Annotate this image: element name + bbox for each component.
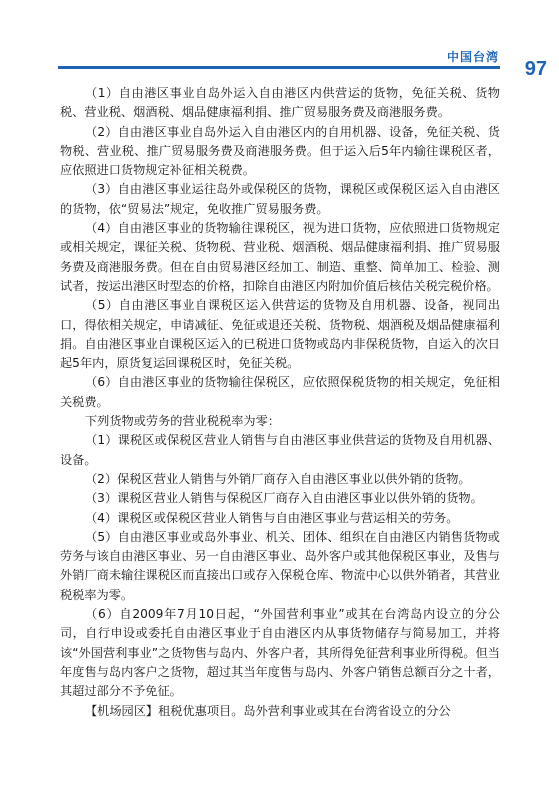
paragraph: 【机场园区】租税优惠项目。岛外营利事业或其在台湾省设立的分公 — [85, 703, 451, 718]
header-rule — [58, 66, 500, 69]
paragraph: （4）课税区或保税区营业人销售与自由港区事业与营运相关的劳务。 — [85, 510, 459, 525]
paragraph: （5）自由港区事业或岛外事业、机关、团体、组织在自由港区内销售货物或劳务与该自由港区事业、另一自由港区事业、岛外客户或其他保税区事业，及售与外销厂商未输往课税区而直接出口或存入保税仓库、物流中心以供外销者，其营业税税率为零。 — [60, 529, 500, 602]
paragraph: （4）自由港区事业的货物输往课税区，视为进口货物，应依照进口货物规定或相关规定，课征关税、货物税、营业税、烟酒税、烟品健康福利捐、推广贸易服务费及商港服务费。但在自由贸易港区经加工、制造、重整、简单加工、检验、测试者，按运出港区时型态的价格，扣除自由港区内附加价值后核估关税完税价格。 — [60, 221, 500, 293]
paragraph: （3）自由港区事业运往岛外或保税区的货物，课税区或保税区运入自由港区的货物，依“贸易法”规定，免收推广贸易服务费。 — [60, 182, 500, 216]
paragraph: （5）自由港区事业自课税区运入供营运的货物及自用机器、设备，视同出口，得依相关规定，申请减征、免征或退还关税、货物税、烟酒税及烟品健康福利捐。自由港区事业自课税区运入的已税进口货物或岛内非保税货物，自运入的次日起5年内，原货复运回课税区时，免征关税。 — [60, 298, 500, 371]
paragraph: （6）自2009年7月10日起，“外国营利事业”或其在台湾岛内设立的分公司，自行申设或委托自由港区事业于自由港区内从事货物储存与简易加工，并将该“外国营利事业”之货物售与岛内、外客户者，其所得免征营利事业所得税。但当年度售与岛内客户之货物，超过其当年度售与岛内、外客户销售总额百分之十者，其超过部分不予免征。 — [60, 607, 500, 699]
paragraph: （2）保税区营业人销售与外销厂商存入自由港区事业以供外销的货物。 — [85, 471, 471, 486]
paragraph: 下列货物或劳务的营业税税率为零： — [85, 414, 280, 429]
paragraph: （2）自由港区事业自岛外运入自由港区内的自用机器、设备，免征关税、货物税、营业税、推广贸易服务费及商港服务费。但于运入后5年内输往课税区者，应依照进口货物规定补征相关税费。 — [60, 124, 500, 178]
paragraph: （3）课税区营业人销售与保税区厂商存入自由港区事业以供外销的货物。 — [85, 491, 483, 506]
section-label: 中国台湾 — [446, 50, 499, 64]
paragraph: （1）自由港区事业自岛外运入自由港区内供营运的货物，免征关税、货物税、营业税、烟酒税、烟品健康福利捐、推广贸易服务费及商港服务费。 — [60, 86, 500, 120]
paragraph: （6）自由港区事业的货物输往保税区，应依照保税货物的相关规定，免征相关税费。 — [60, 375, 500, 409]
paragraph: （1）课税区或保税区营业人销售与自由港区事业供营运的货物及自用机器、设备。 — [60, 433, 500, 467]
body-text — [60, 84, 500, 721]
page-number: 97 — [524, 58, 547, 80]
